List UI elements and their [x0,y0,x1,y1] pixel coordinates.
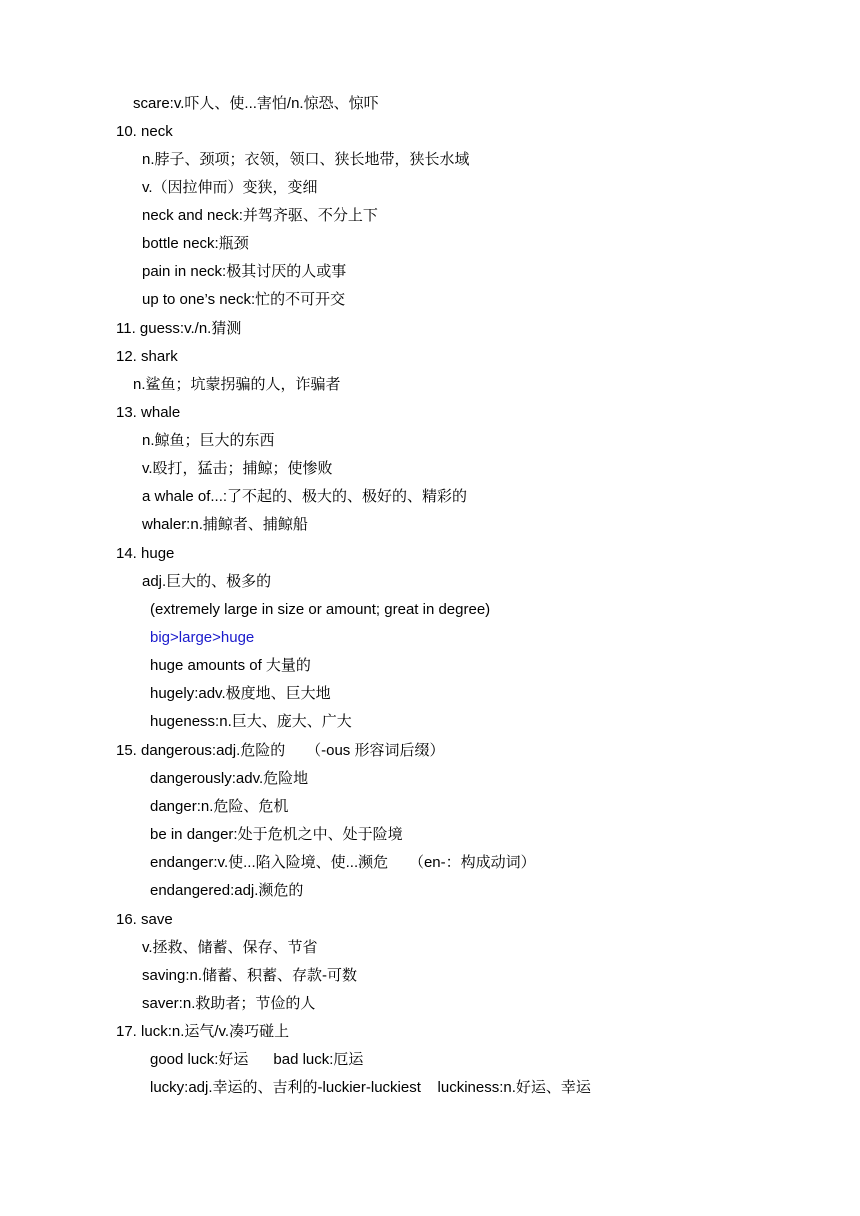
text-line: adj.巨大的、极多的 [142,573,272,590]
entry-heading: 10. neck [116,123,173,140]
text-line: saver:n.救助者；节俭的人 [142,995,316,1012]
text-line: n.脖子、颈项；衣领，领口、狭长地带，狭长水域 [142,151,470,168]
entry-heading: 12. shark [116,348,178,365]
text-line: danger:n.危险、危机 [150,798,289,815]
text-line: dangerously:adv.危险地 [150,770,309,787]
text-line: a whale of...:了不起的、极大的、极好的、精彩的 [142,488,468,505]
definition-line: (extremely large in size or amount; great in degree) [150,601,491,618]
text-line: hugely:adv.极度地、巨大地 [150,685,331,702]
text-line: up to one’s neck:忙的不可开交 [142,291,346,308]
entry-heading: 15. dangerous:adj.危险的 （-ous 形容词后缀） [116,742,445,759]
entry-heading: 11. guess:v./n.猜测 [116,320,242,337]
text-line: good luck:好运 bad luck:厄运 [150,1051,364,1068]
text-line: n.鲸鱼；巨大的东西 [142,432,275,449]
entry-heading: 13. whale [116,404,181,421]
text-line: v.（因拉伸而）变狭，变细 [142,179,318,196]
text-line: v.拯救、储蓄、保存、节省 [142,939,318,956]
text-line: whaler:n.捕鲸者、捕鲸船 [142,516,308,533]
entry-heading: 17. luck:n.运气/v.凑巧碰上 [116,1023,290,1040]
entry-heading: 14. huge [116,545,175,562]
text-line: saving:n.储蓄、积蓄、存款-可数 [142,967,358,984]
text-line: bottle neck:瓶颈 [142,235,249,252]
text-line: n.鲨鱼；坑蒙拐骗的人，诈骗者 [133,376,341,393]
text-line: pain in neck:极其讨厌的人或事 [142,263,347,280]
text-line: scare:v.吓人、使...害怕/n.惊恐、惊吓 [133,95,379,112]
text-line: be in danger:处于危机之中、处于险境 [150,826,403,843]
text-line: endangered:adj.濒危的 [150,882,304,899]
text-line: v.殴打，猛击；捕鲸；使惨败 [142,460,333,477]
text-line: hugeness:n.巨大、庞大、广大 [150,713,352,730]
text-line: endanger:v.使...陷入险境、使...濒危 （en-：构成动词） [150,854,536,871]
entry-heading: 16. save [116,911,173,928]
text-line: huge amounts of 大量的 [150,657,311,674]
highlight-line: big>large>huge [150,629,255,646]
text-line: lucky:adj.幸运的、吉利的-luckier-luckiest luckiness:n.好运、幸运 [150,1079,591,1096]
text-line: neck and neck:并驾齐驱、不分上下 [142,207,378,224]
